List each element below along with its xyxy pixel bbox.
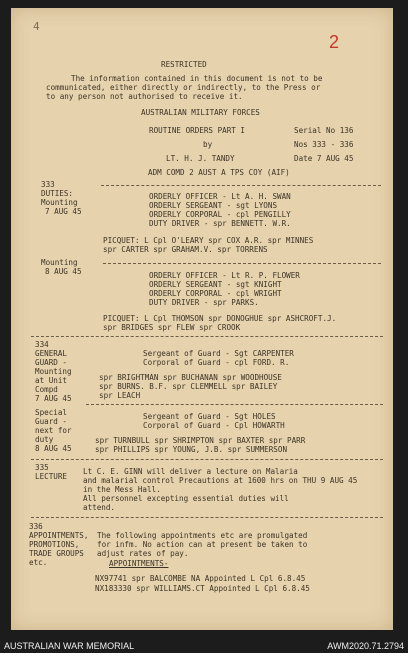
section-336-title: TRADE GROUPS [29,549,84,558]
serial-number: Serial No 136 [294,126,354,135]
divider [101,185,381,186]
section-336-number: 336 [29,522,43,531]
page-number-mark: 2 [329,32,340,52]
duty-row: ORDERLY CORPORAL - cpl WRIGHT [149,289,282,298]
picquet-row: PICQUET: L Cpl O'LEARY spr COX A.R. spr MINNES [103,236,314,245]
orders-title: ROUTINE ORDERS PART I [149,126,246,135]
footer-source: AUSTRALIAN WAR MEMORIAL [4,641,135,651]
section-334-title: Compd [35,385,58,394]
section-334-title: GENERAL [35,349,68,358]
duty-row: ORDERLY SERGEANT - sgt KNIGHT [149,280,282,289]
divider [31,459,383,460]
appointments-text: adjust rates of pay. [97,549,189,558]
duty-row: DUTY DRIVER - spr BENNETT. W.R. [149,219,291,228]
section-334-date: 7 AUG 45 [35,394,72,403]
officer-name: LT. H. J. TANDY [166,154,235,163]
special-guard-title: duty [35,435,54,444]
section-336-title: etc. [29,558,48,567]
section-334-number: 334 [35,340,49,349]
guard-row: Corporal of Guard - cpl FORD. R. [143,358,290,367]
lecture-text: attend. [83,503,116,512]
mounting-label: Mounting [41,198,78,207]
divider [86,404,383,405]
duty-row: DUTY DRIVER - spr PARKS. [149,298,259,307]
section-334-title: Mounting [35,367,72,376]
special-guard-date: 8 AUG 45 [35,444,72,453]
document-page [11,8,393,630]
by-label: by [203,140,213,149]
archive-footer [0,638,408,653]
section-334-title: at Unit [35,376,68,385]
appointments-text: The following appointments etc are promulgated [97,531,308,540]
lecture-text: and malarial control Precautions at 1600 hrs on THU 9 AUG 45 [83,476,358,485]
lecture-text: in the Mess Hall. [83,485,161,494]
appointments-subheading: APPOINTMENTS- [109,559,169,568]
divider [31,336,383,337]
mounting-date: 8 AUG 45 [45,267,82,276]
divider [31,517,383,518]
picquet-row: PICQUET: L Cpl THOMSON spr DONOGHUE spr ASHCROFT.J. [103,314,337,323]
guard-men-row: spr BURNS. B.F. spr CLEMMELL spr BAILEY [99,382,278,391]
section-333-title: DUTIES: [41,189,74,198]
guard-men-row: spr TURNBULL spr SHRIMPTON spr BAXTER spr PARR [95,436,306,445]
picquet-row: spr BRIDGES spr FLEW spr CROOK [103,323,241,332]
section-335-title: LECTURE [35,472,68,481]
section-336-title: PROMOTIONS, [29,540,80,549]
divider [103,263,381,264]
mounting-label: Mounting [41,258,78,267]
special-guard-title: next for [35,426,72,435]
picquet-row: spr CARTER spr GRAHAM.V. spr TORRENS [103,245,268,254]
guard-row: Corporal of Guard - Cpl HOWARTH [143,421,285,430]
org-name: AUSTRALIAN MILITARY FORCES [141,108,260,117]
notice-line-3: to any person not authorised to receive it. [46,92,243,101]
unit-name: ADM COMD 2 AUST A TPS COY (AIF) [148,168,290,177]
guard-men-row: spr PHILLIPS spr YOUNG, J.B. spr SUMMERSON [95,445,288,454]
special-guard-title: Special [35,408,68,417]
section-336-title: APPOINTMENTS, [29,531,89,540]
duty-row: ORDERLY SERGEANT - sgt LYONS [149,201,278,210]
mounting-date: 7 AUG 45 [45,207,82,216]
order-numbers: Nos 333 - 336 [294,140,354,149]
guard-men-row: spr BRIGHTMAN spr BUCHANAN spr WOODHOUSE [99,373,282,382]
duty-row: ORDERLY OFFICER - Lt R. P. FLOWER [149,271,300,280]
duty-row: ORDERLY OFFICER - Lt A. H. SWAN [149,192,291,201]
special-guard-title: Guard - [35,417,68,426]
section-334-title: GUARD - [35,358,68,367]
guard-row: Sergeant of Guard - Sgt HOLES [143,412,276,421]
notice-line-2: communicated, either directly or indirectly, to the Press or [46,83,321,92]
classification: RESTRICTED [161,60,207,69]
guard-men-row: spr LEACH [99,391,141,400]
lecture-text: Lt C. E. GINN will deliver a lecture on Malaria [83,467,298,476]
section-335-number: 335 [35,463,49,472]
guard-row: Sergeant of Guard - Sgt CARPENTER [143,349,294,358]
section-333-number: 333 [41,180,55,189]
appointments-text: for infm. No action can at present be taken to [97,540,308,549]
appointment-entry: NX97741 spr BALCOMBE NA Appointed L Cpl 6.8.45 [95,574,306,583]
notice-line-1: The information contained in this document is not to be [71,74,323,83]
footer-catalogue-id: AWM2020.71.2794 [327,641,404,651]
duty-row: ORDERLY CORPORAL - cpl PENGILLY [149,210,291,219]
lecture-text: All personnel excepting essential duties will [83,494,289,503]
pencil-mark: 4 [33,20,40,33]
order-date: Date 7 AUG 45 [294,154,354,163]
appointment-entry: NX183330 spr WILLIAMS.CT Appointed L Cpl 6.8.45 [95,584,310,593]
